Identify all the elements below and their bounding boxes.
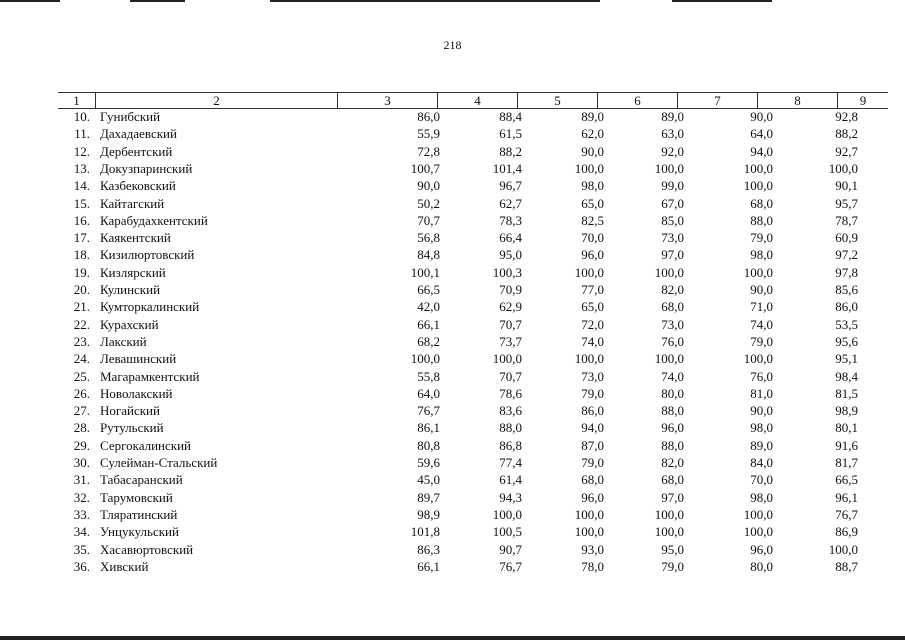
row-number: 11. <box>74 126 90 142</box>
cell-col-9: 96,1 <box>835 489 858 505</box>
cell-col-7: 100,0 <box>654 351 684 367</box>
cell-col-8: 89,0 <box>750 437 773 453</box>
cell-col-6: 79,0 <box>581 385 604 401</box>
district-name: Сулейман-Стальский <box>100 455 218 470</box>
cell-col-6: 82,5 <box>581 212 604 228</box>
district-name: Каякентский <box>100 230 171 246</box>
cell-col-7: 100,0 <box>654 264 684 280</box>
cell-col-5: 83,6 <box>499 403 522 419</box>
district-name: Кизлярский <box>100 264 166 280</box>
cell-col-9: 95,1 <box>835 351 858 367</box>
row-number: 22. <box>73 316 90 332</box>
district-name: Табасаранский <box>100 472 183 488</box>
cell-col-4: 100,7 <box>410 160 440 176</box>
cell-col-4: 90,0 <box>417 178 440 194</box>
district-name: Кайтагский <box>100 195 165 211</box>
scan-edge-bottom <box>0 636 905 640</box>
row-number: 19. <box>73 264 90 280</box>
cell-col-5: 88,4 <box>499 109 522 124</box>
cell-col-4: 64,0 <box>417 385 440 401</box>
header-col-6: 6 <box>598 93 678 108</box>
cell-col-8: 84,0 <box>750 455 773 470</box>
cell-col-6: 98,0 <box>581 178 604 194</box>
cell-col-8: 98,0 <box>750 420 773 436</box>
district-name: Докузпаринский <box>100 160 193 176</box>
cell-col-8: 96,0 <box>750 541 773 557</box>
cell-col-9: 90,1 <box>835 178 858 194</box>
cell-col-6: 89,0 <box>581 109 604 124</box>
table-row <box>0 454 905 471</box>
table-header-row <box>58 92 888 109</box>
cell-col-4: 59,6 <box>417 455 440 470</box>
cell-col-5: 62,9 <box>499 299 522 315</box>
cell-col-6: 72,0 <box>581 316 604 332</box>
cell-col-9: 92,8 <box>835 109 858 124</box>
cell-col-6: 100,0 <box>574 264 604 280</box>
cell-col-7: 79,0 <box>661 558 684 574</box>
cell-col-5: 100,0 <box>492 506 522 522</box>
district-name: Тляратинский <box>100 506 178 522</box>
cell-col-8: 90,0 <box>750 109 773 124</box>
row-number: 31. <box>73 472 90 488</box>
table-row <box>0 506 905 523</box>
district-name: Ногайский <box>100 403 160 419</box>
cell-col-8: 68,0 <box>750 195 773 211</box>
table-row <box>0 160 905 177</box>
cell-col-5: 73,7 <box>499 333 522 349</box>
cell-col-6: 90,0 <box>581 143 604 159</box>
cell-col-5: 78,6 <box>499 385 522 401</box>
cell-col-4: 101,8 <box>410 524 440 540</box>
cell-col-5: 86,8 <box>499 437 522 453</box>
table-row <box>0 316 905 333</box>
cell-col-8: 76,0 <box>750 368 773 384</box>
district-name: Кумторкалинский <box>100 299 200 315</box>
table-row <box>0 264 905 281</box>
cell-col-4: 86,3 <box>417 541 440 557</box>
cell-col-7: 100,0 <box>654 524 684 540</box>
header-col-5: 5 <box>518 93 598 108</box>
cell-col-6: 74,0 <box>581 333 604 349</box>
table-row <box>0 143 905 160</box>
table-row <box>0 350 905 367</box>
cell-col-8: 100,0 <box>743 178 773 194</box>
cell-col-6: 79,0 <box>581 455 604 470</box>
cell-col-8: 94,0 <box>750 143 773 159</box>
table-row <box>0 281 905 298</box>
cell-col-5: 61,4 <box>499 472 522 488</box>
district-name: Хивский <box>100 558 149 574</box>
cell-col-7: 88,0 <box>661 437 684 453</box>
row-number: 28. <box>73 420 90 436</box>
cell-col-4: 76,7 <box>417 403 440 419</box>
cell-col-9: 100,0 <box>828 541 858 557</box>
cell-col-7: 63,0 <box>661 126 684 142</box>
header-col-1: 1 <box>58 93 96 108</box>
cell-col-5: 100,3 <box>492 264 522 280</box>
cell-col-8: 100,0 <box>743 506 773 522</box>
cell-col-5: 70,7 <box>499 368 522 384</box>
row-number: 15. <box>73 195 90 211</box>
district-name: Рутульский <box>100 420 164 436</box>
header-col-3: 3 <box>338 93 438 108</box>
cell-col-7: 76,0 <box>661 333 684 349</box>
cell-col-9: 86,9 <box>835 524 858 540</box>
scan-edge-top-mid <box>130 0 185 2</box>
table-row <box>0 212 905 229</box>
district-name: Унцукульский <box>100 524 179 540</box>
cell-col-4: 66,1 <box>417 558 440 574</box>
cell-col-5: 100,0 <box>492 351 522 367</box>
cell-col-9: 92,7 <box>835 143 858 159</box>
row-number: 25. <box>73 368 90 384</box>
cell-col-8: 90,0 <box>750 403 773 419</box>
row-number: 36. <box>73 558 90 574</box>
cell-col-5: 90,7 <box>499 541 522 557</box>
cell-col-6: 65,0 <box>581 299 604 315</box>
table-row <box>0 523 905 540</box>
cell-col-5: 95,0 <box>499 247 522 263</box>
cell-col-6: 100,0 <box>574 160 604 176</box>
cell-col-7: 67,0 <box>661 195 684 211</box>
cell-col-5: 77,4 <box>499 455 522 470</box>
scan-edge-top-left <box>0 0 60 2</box>
cell-col-7: 73,0 <box>661 316 684 332</box>
district-name: Дахадаевский <box>100 126 177 142</box>
cell-col-7: 74,0 <box>661 368 684 384</box>
row-number: 33. <box>73 506 90 522</box>
row-number: 27. <box>73 403 90 419</box>
cell-col-6: 93,0 <box>581 541 604 557</box>
cell-col-6: 100,0 <box>574 506 604 522</box>
cell-col-8: 70,0 <box>750 472 773 488</box>
row-number: 14. <box>73 178 90 194</box>
cell-col-8: 81,0 <box>750 385 773 401</box>
cell-col-4: 70,7 <box>417 212 440 228</box>
table-row <box>0 558 905 575</box>
cell-col-8: 74,0 <box>750 316 773 332</box>
district-name: Тарумовский <box>100 489 173 505</box>
page-number: 218 <box>443 38 462 52</box>
table-row <box>0 125 905 142</box>
cell-col-6: 78,0 <box>581 558 604 574</box>
row-number: 20. <box>73 282 90 297</box>
cell-col-4: 100,0 <box>410 351 440 367</box>
cell-col-7: 100,0 <box>654 160 684 176</box>
cell-col-9: 76,7 <box>835 506 858 522</box>
table-row <box>0 385 905 402</box>
row-number: 23. <box>73 333 90 349</box>
cell-col-5: 70,9 <box>499 282 522 297</box>
header-col-2: 2 <box>96 93 338 108</box>
cell-col-4: 72,8 <box>417 143 440 159</box>
table-row <box>0 177 905 194</box>
table-row <box>0 419 905 436</box>
scan-edge-top-center <box>270 0 600 2</box>
cell-col-4: 45,0 <box>417 472 440 488</box>
header-col-9: 9 <box>859 93 867 108</box>
cell-col-6: 68,0 <box>581 472 604 488</box>
header-col-8: 8 <box>758 93 838 108</box>
cell-col-4: 66,1 <box>417 316 440 332</box>
cell-col-5: 66,4 <box>499 230 522 246</box>
cell-col-4: 84,8 <box>417 247 440 263</box>
row-number: 30. <box>73 455 90 470</box>
cell-col-4: 98,9 <box>417 506 440 522</box>
cell-col-5: 88,0 <box>499 420 522 436</box>
cell-col-7: 85,0 <box>661 212 684 228</box>
cell-col-9: 97,8 <box>835 264 858 280</box>
cell-col-6: 87,0 <box>581 437 604 453</box>
cell-col-8: 80,0 <box>750 558 773 574</box>
district-name: Казбековский <box>100 178 176 194</box>
cell-col-9: 88,2 <box>835 126 858 142</box>
cell-col-4: 56,8 <box>417 230 440 246</box>
cell-col-4: 86,0 <box>417 109 440 124</box>
cell-col-7: 88,0 <box>661 403 684 419</box>
table-row <box>0 298 905 315</box>
cell-col-7: 82,0 <box>661 455 684 470</box>
table-row <box>0 402 905 419</box>
cell-col-6: 94,0 <box>581 420 604 436</box>
cell-col-9: 78,7 <box>835 212 858 228</box>
cell-col-4: 55,9 <box>417 126 440 142</box>
cell-col-7: 80,0 <box>661 385 684 401</box>
row-number: 26. <box>73 385 90 401</box>
cell-col-6: 96,0 <box>581 247 604 263</box>
district-name: Гунибский <box>100 109 161 124</box>
cell-col-5: 70,7 <box>499 316 522 332</box>
cell-col-8: 98,0 <box>750 247 773 263</box>
table-row <box>0 195 905 212</box>
table-row <box>0 437 905 454</box>
cell-col-4: 80,8 <box>417 437 440 453</box>
cell-col-8: 71,0 <box>750 299 773 315</box>
cell-col-9: 98,4 <box>835 368 858 384</box>
cell-col-7: 97,0 <box>661 247 684 263</box>
cell-col-4: 55,8 <box>417 368 440 384</box>
table-row <box>0 489 905 506</box>
district-name: Хасавюртовский <box>100 541 194 557</box>
district-name: Дербентский <box>100 143 173 159</box>
district-name: Левашинский <box>100 351 177 367</box>
row-number: 34. <box>73 524 90 540</box>
cell-col-9: 100,0 <box>828 160 858 176</box>
cell-col-4: 50,2 <box>417 195 440 211</box>
cell-col-6: 100,0 <box>574 351 604 367</box>
table-row <box>0 368 905 385</box>
cell-col-5: 61,5 <box>499 126 522 142</box>
cell-col-4: 86,1 <box>417 420 440 436</box>
cell-col-5: 101,4 <box>492 160 522 176</box>
row-number: 12. <box>73 143 90 159</box>
table-row <box>0 471 905 488</box>
district-name: Кизилюртовский <box>100 247 195 263</box>
cell-col-9: 88,7 <box>835 558 858 574</box>
district-name: Кулинский <box>100 282 161 297</box>
cell-col-8: 90,0 <box>750 282 773 297</box>
cell-col-7: 99,0 <box>661 178 684 194</box>
cell-col-6: 73,0 <box>581 368 604 384</box>
cell-col-5: 94,3 <box>499 489 522 505</box>
cell-col-9: 98,9 <box>835 403 858 419</box>
cell-col-7: 97,0 <box>661 489 684 505</box>
row-number: 32. <box>73 489 90 505</box>
cell-col-7: 82,0 <box>661 282 684 297</box>
table-row <box>0 541 905 558</box>
table-row <box>0 229 905 246</box>
cell-col-8: 100,0 <box>743 524 773 540</box>
cell-col-8: 79,0 <box>750 230 773 246</box>
cell-col-7: 92,0 <box>661 143 684 159</box>
cell-col-6: 86,0 <box>581 403 604 419</box>
table-row <box>0 108 905 125</box>
cell-col-4: 68,2 <box>417 333 440 349</box>
cell-col-7: 68,0 <box>661 472 684 488</box>
row-number: 10. <box>73 109 90 124</box>
cell-col-9: 53,5 <box>835 316 858 332</box>
row-number: 21. <box>73 299 90 315</box>
cell-col-8: 88,0 <box>750 212 773 228</box>
cell-col-6: 62,0 <box>581 126 604 142</box>
cell-col-8: 100,0 <box>743 264 773 280</box>
cell-col-9: 66,5 <box>835 472 858 488</box>
cell-col-5: 100,5 <box>492 524 522 540</box>
cell-col-9: 81,5 <box>835 385 858 401</box>
cell-col-9: 95,6 <box>835 333 858 349</box>
cell-col-4: 89,7 <box>417 489 440 505</box>
cell-col-9: 81,7 <box>835 455 858 470</box>
cell-col-6: 77,0 <box>581 282 604 297</box>
header-col-4: 4 <box>438 93 518 108</box>
cell-col-8: 79,0 <box>750 333 773 349</box>
district-name: Новолакский <box>100 385 173 401</box>
header-col-7: 7 <box>678 93 758 108</box>
cell-col-7: 95,0 <box>661 541 684 557</box>
cell-col-7: 100,0 <box>654 506 684 522</box>
cell-col-9: 60,9 <box>835 230 858 246</box>
cell-col-9: 91,6 <box>835 437 858 453</box>
cell-col-5: 96,7 <box>499 178 522 194</box>
cell-col-9: 95,7 <box>835 195 858 211</box>
cell-col-6: 96,0 <box>581 489 604 505</box>
district-name: Магарамкентский <box>100 368 200 384</box>
cell-col-7: 96,0 <box>661 420 684 436</box>
cell-col-9: 85,6 <box>835 282 858 297</box>
cell-col-4: 42,0 <box>417 299 440 315</box>
table-row <box>0 246 905 263</box>
cell-col-7: 89,0 <box>661 109 684 124</box>
cell-col-5: 62,7 <box>499 195 522 211</box>
cell-col-8: 100,0 <box>743 351 773 367</box>
cell-col-9: 80,1 <box>835 420 858 436</box>
row-number: 17. <box>73 230 90 246</box>
cell-col-5: 78,3 <box>499 212 522 228</box>
cell-col-8: 100,0 <box>743 160 773 176</box>
cell-col-8: 64,0 <box>750 126 773 142</box>
cell-col-5: 88,2 <box>499 143 522 159</box>
row-number: 24. <box>73 351 90 367</box>
row-number: 29. <box>73 437 90 453</box>
cell-col-4: 100,1 <box>410 264 440 280</box>
scan-edge-top-right <box>672 0 772 2</box>
cell-col-4: 66,5 <box>417 282 440 297</box>
row-number: 18. <box>73 247 90 263</box>
cell-col-6: 100,0 <box>574 524 604 540</box>
district-name: Лакский <box>100 333 147 349</box>
cell-col-6: 65,0 <box>581 195 604 211</box>
cell-col-9: 86,0 <box>835 299 858 315</box>
cell-col-8: 98,0 <box>750 489 773 505</box>
row-number: 13. <box>73 160 90 176</box>
row-number: 35. <box>73 541 90 557</box>
cell-col-7: 68,0 <box>661 299 684 315</box>
table-row <box>0 333 905 350</box>
row-number: 16. <box>73 212 90 228</box>
district-name: Курахский <box>100 316 159 332</box>
district-name: Сергокалинский <box>100 437 192 453</box>
cell-col-5: 76,7 <box>499 558 522 574</box>
district-name: Карабудахкентский <box>100 212 208 228</box>
cell-col-7: 73,0 <box>661 230 684 246</box>
cell-col-9: 97,2 <box>835 247 858 263</box>
cell-col-6: 70,0 <box>581 230 604 246</box>
